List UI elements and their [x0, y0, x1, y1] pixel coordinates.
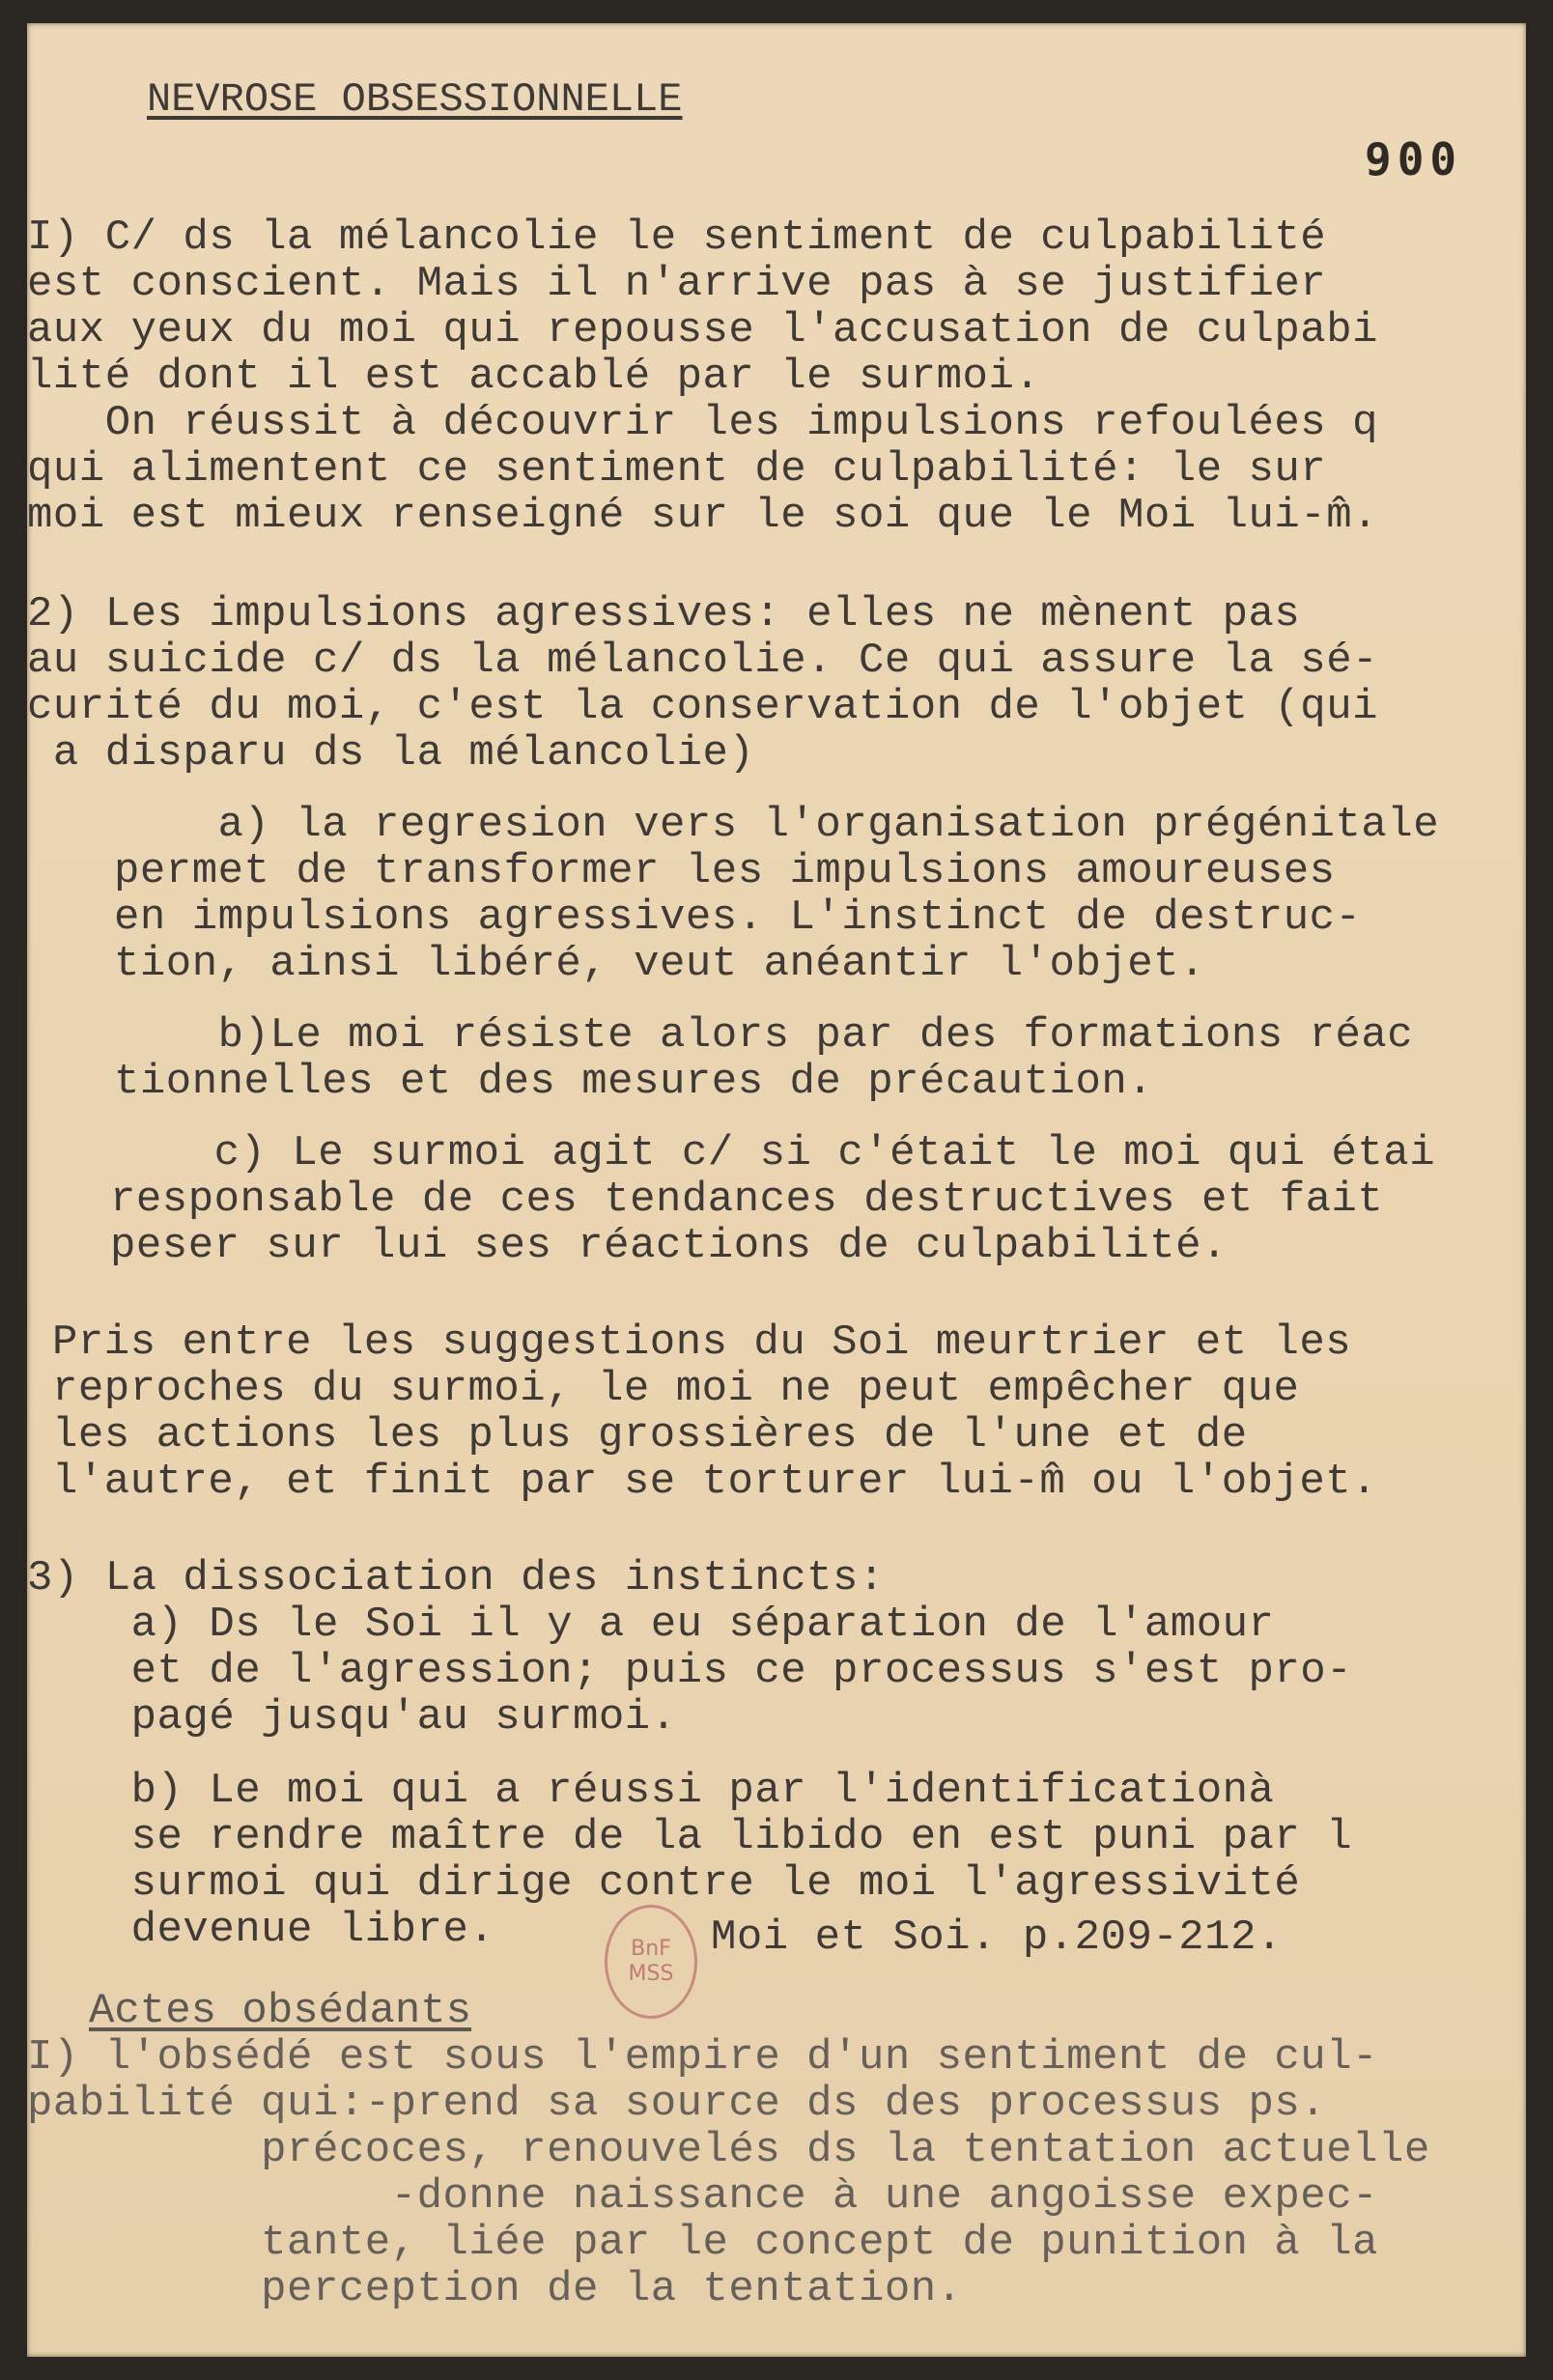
section-2c-text: c) Le surmoi agit c/ si c'était le moi qui étai responsable de ces tendances destructives et fait peser sur lui ses réactions de culpabilité. [110, 1129, 1436, 1270]
source-reference: Moi et Soi. p.209-212. [711, 1913, 1283, 1962]
section-2-text: 2) Les impulsions agressives: elles ne mènent pas au suicide c/ ds la mélancolie. Ce qui assure la sé- curité du moi, c'est la conservation de l'objet (qui a disparu ds la mélancolie) [27, 590, 1379, 778]
actes-text: I) l'obsédé est sous l'empire d'un sentiment de cul- pabilité qui:-prend sa source ds des processus ps. précoces, renouvelés ds la tentation actuelle -donne naissance à une angoisse expec- tante, liée par le concept de punition à la perception de la tentation. [27, 2033, 1430, 2313]
stamp-line-2: MSS [628, 1962, 674, 1986]
document-page [27, 23, 1526, 2357]
section-2-summary-text: Pris entre les suggestions du Soi meurtrier et les reproches du surmoi, le moi ne peut empêcher que les actions les plus grossières de l'une et de l'autre, et finit par se torturer lui-m̂ ou l'objet. [52, 1318, 1378, 1506]
bnf-mss-stamp [605, 1905, 697, 2019]
section-2a-text: a) la regresion vers l'organisation prégénitale permet de transformer les impulsions amoureuses en impulsions agressives. L'instinct de destruc- tion, ainsi libéré, veut anéantir l'objet. [114, 801, 1440, 988]
stamp-line-1: BnF [631, 1937, 671, 1961]
section-2b-text: b)Le moi résiste alors par des formations réac tionnelles et des mesures de précaution. [114, 1011, 1414, 1106]
document-title: NEVROSE OBSESSIONNELLE [147, 76, 683, 123]
page-number: 900 [1365, 133, 1463, 185]
section-1-text: I) C/ ds la mélancolie le sentiment de culpabilité est conscient. Mais il n'arrive pas à se justifier aux yeux du moi qui repousse l'accusation de culpabi lité dont il est accablé par le surmoi. On réussit à découvrir les impulsions refoulées q qui alimentent ce sentiment de culpabilité: le sur moi est mieux renseigné sur le soi que le Moi lui-m̂. [27, 213, 1379, 540]
section-3b-text: b) Le moi qui a réussi par l'identificationà se rendre maître de la libido en est puni par l surmoi qui dirige contre le moi l'agressivité devenue libre. [130, 1767, 1353, 1954]
actes-heading: Actes obsédants [89, 1987, 472, 2035]
section-3-text: 3) La dissociation des instincts: a) Ds le Soi il y a eu séparation de l'amour et de l'agression; puis ce processus s'est pro- pagé jusqu'au surmoi. [27, 1554, 1353, 1742]
